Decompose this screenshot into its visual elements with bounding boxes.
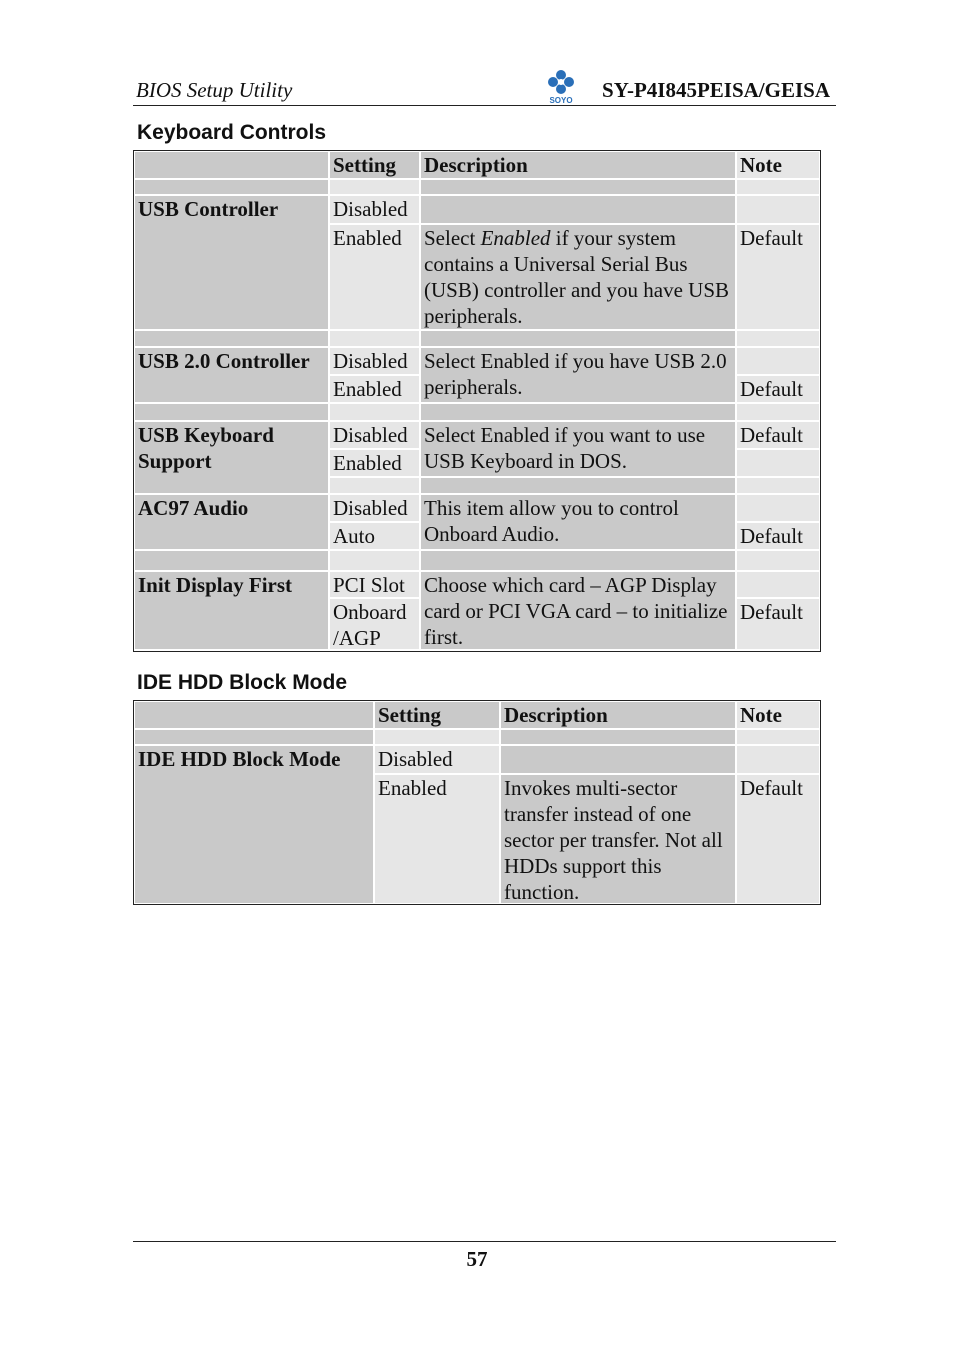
row-label-usb-keyboard-support: USB Keyboard Support xyxy=(135,422,328,493)
description-cell: Select Enabled if your system contains a Universal Serial Bus (USB) controller and you have USB peripherals. xyxy=(421,225,735,329)
spacer-cell xyxy=(135,404,328,420)
row-label-ide-hdd-block-mode: IDE HDD Block Mode xyxy=(135,746,373,903)
note-default: Default xyxy=(737,422,819,448)
spacer-cell xyxy=(135,331,328,346)
note-cell xyxy=(737,572,819,597)
spacer-cell xyxy=(737,730,819,744)
setting-option: Enabled xyxy=(375,775,499,903)
spacer-cell xyxy=(375,730,499,744)
row-label-init-display-first: Init Display First xyxy=(135,572,328,649)
spacer-cell xyxy=(135,730,373,744)
note-default: Default xyxy=(737,599,819,649)
spacer-cell xyxy=(135,551,328,570)
note-cell xyxy=(737,495,819,521)
spacer-cell xyxy=(737,331,819,346)
spacer-cell xyxy=(501,730,735,744)
row-label-ac97-audio: AC97 Audio xyxy=(135,495,328,549)
setting-option: Disabled xyxy=(330,348,419,374)
note-default: Default xyxy=(737,523,819,549)
svg-text:SOYO: SOYO xyxy=(549,96,573,105)
setting-option: Auto xyxy=(330,523,419,549)
note-default: Default xyxy=(737,225,819,329)
soyo-logo xyxy=(544,68,578,106)
spacer-cell xyxy=(421,404,735,420)
description-cell: Invokes multi-sector transfer instead of one sector per transfer. Not all HDDs support this function. xyxy=(501,775,735,903)
column-header-note: Note xyxy=(737,152,819,178)
note-default: Default xyxy=(737,376,819,402)
spacer-cell xyxy=(330,180,419,194)
page-header xyxy=(133,68,836,106)
keyboard-controls-table xyxy=(133,150,821,652)
spacer-cell xyxy=(135,180,328,194)
spacer-cell xyxy=(737,404,819,420)
spacer-cell xyxy=(421,478,735,493)
column-header-setting: Setting xyxy=(375,702,499,728)
description-cell: This item allow you to control Onboard Audio. xyxy=(421,495,735,549)
spacer-cell xyxy=(737,551,819,570)
column-header-note: Note xyxy=(737,702,819,728)
spacer-cell xyxy=(330,478,419,493)
note-cell xyxy=(737,450,819,476)
column-header-description: Description xyxy=(421,152,735,178)
setting-option: Enabled xyxy=(330,376,419,402)
footer-divider xyxy=(133,1241,836,1242)
spacer-cell xyxy=(421,180,735,194)
setting-option: Onboard /AGP xyxy=(330,599,419,649)
setting-option: Enabled xyxy=(330,225,419,329)
note-default: Default xyxy=(737,775,819,903)
setting-option: Disabled xyxy=(330,196,419,223)
note-cell xyxy=(737,196,819,223)
setting-option: Disabled xyxy=(375,746,499,773)
setting-option: Enabled xyxy=(330,450,419,476)
column-header-setting: Setting xyxy=(330,152,419,178)
page-number: 57 xyxy=(466,1247,488,1271)
ide-hdd-block-mode-table xyxy=(133,700,821,905)
section-title-ide: IDE HDD Block Mode xyxy=(137,671,348,694)
spacer-cell xyxy=(330,404,419,420)
description-cell xyxy=(421,196,735,223)
spacer-cell xyxy=(737,478,819,493)
header-empty-cell xyxy=(135,702,373,728)
row-label-usb-controller: USB Controller xyxy=(135,196,328,329)
header-model: SY-P4I845PEISA/GEISA xyxy=(602,78,830,102)
section-title-keyboard: Keyboard Controls xyxy=(137,121,327,144)
description-cell: Choose which card – AGP Display card or PCI VGA card – to initialize first. xyxy=(421,572,735,649)
setting-option: Disabled xyxy=(330,495,419,521)
setting-option: Disabled xyxy=(330,422,419,448)
header-empty-cell xyxy=(135,152,328,178)
note-cell xyxy=(737,348,819,374)
column-header-description: Description xyxy=(501,702,735,728)
description-cell: Select Enabled if you have USB 2.0 peripherals. xyxy=(421,348,735,402)
spacer-cell xyxy=(330,331,419,346)
spacer-cell xyxy=(330,551,419,570)
header-title: BIOS Setup Utility xyxy=(136,78,293,102)
spacer-cell xyxy=(421,551,735,570)
note-cell xyxy=(737,746,819,773)
spacer-cell xyxy=(737,180,819,194)
description-cell xyxy=(501,746,735,773)
description-cell: Select Enabled if you want to use USB Keyboard in DOS. xyxy=(421,422,735,476)
setting-option: PCI Slot xyxy=(330,572,419,597)
spacer-cell xyxy=(421,331,735,346)
row-label-usb20-controller: USB 2.0 Controller xyxy=(135,348,328,402)
